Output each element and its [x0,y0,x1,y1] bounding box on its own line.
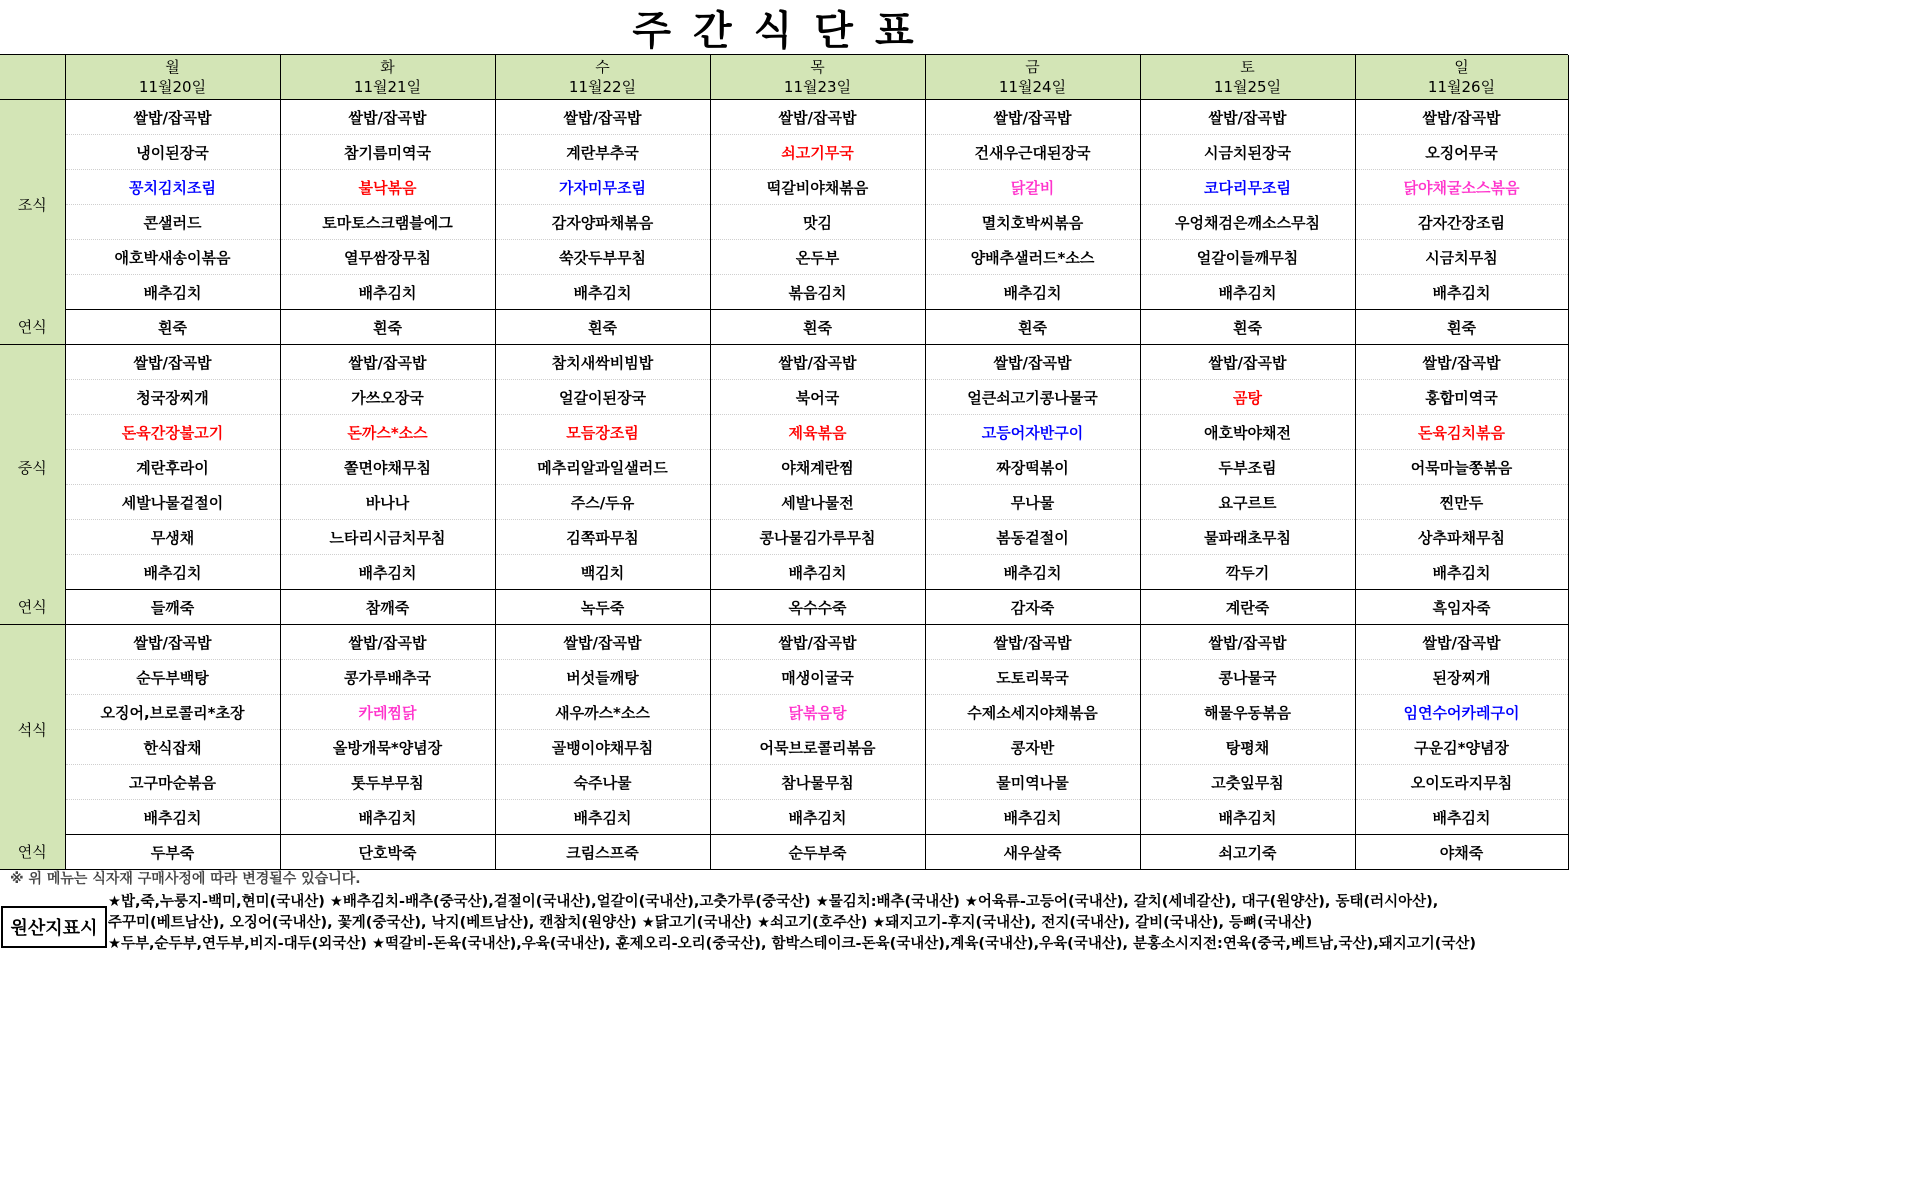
menu-row [0,695,1568,730]
menu-item: 새우살죽 [925,835,1140,870]
menu-item: 떡갈비야채볶음 [710,170,925,205]
menu-item: 감자죽 [925,590,1140,625]
menu-item: 양배추샐러드*소스 [925,240,1140,275]
meal-label: 조식 [0,100,65,310]
menu-item: 순두부백탕 [65,660,280,695]
day-header: 수 11월22일 [495,55,710,100]
origin-line: ★밥,죽,누룽지-백미,현미(국내산) ★배추김치-배추(중국산),겉절이(국내산),얼갈이(국내산),고춧가루(중국산) ★물김치:배추(국내산) ★어육류-고등어(국내산), 갈치(세네갈산), 대구(원양산), 동태(러시아산), [108,894,1439,910]
menu-item: 콩자반 [925,730,1140,765]
menu-item: 쑥갓두부무침 [495,240,710,275]
menu-item: 배추김치 [1355,800,1568,835]
menu-item: 배추김치 [65,275,280,310]
menu-item: 제육볶음 [710,415,925,450]
menu-item: 열무쌈장무침 [280,240,495,275]
menu-item: 얼갈이된장국 [495,380,710,415]
menu-item: 콩가루배추국 [280,660,495,695]
menu-item: 쌀밥/잡곡밥 [710,625,925,660]
menu-item: 닭갈비 [925,170,1140,205]
menu-row [0,800,1568,835]
menu-item: 배추김치 [1355,275,1568,310]
menu-item: 백김치 [495,555,710,590]
day-header: 토 11월25일 [1140,55,1355,100]
menu-item: 느타리시금치무침 [280,520,495,555]
page-title: 주간식단표 [0,0,1568,55]
menu-item: 쌀밥/잡곡밥 [495,100,710,135]
menu-item: 배추김치 [925,800,1140,835]
menu-item: 쌀밥/잡곡밥 [1140,100,1355,135]
meal-label: 연식 [0,590,65,625]
menu-item: 홍합미역국 [1355,380,1568,415]
menu-item: 버섯들깨탕 [495,660,710,695]
menu-item: 올방개묵*양념장 [280,730,495,765]
menu-item: 쌀밥/잡곡밥 [925,345,1140,380]
menu-item: 구운김*양념장 [1355,730,1568,765]
meal-label: 연식 [0,835,65,870]
menu-item: 얼갈이들깨무침 [1140,240,1355,275]
menu-row [0,240,1568,275]
menu-item: 멸치호박씨볶음 [925,205,1140,240]
menu-item: 쌀밥/잡곡밥 [1355,100,1568,135]
menu-item: 배추김치 [495,800,710,835]
menu-item: 매생이굴국 [710,660,925,695]
menu-item: 배추김치 [1355,555,1568,590]
menu-item: 두부죽 [65,835,280,870]
menu-item: 배추김치 [1140,800,1355,835]
menu-item: 깍두기 [1140,555,1355,590]
menu-item: 계란죽 [1140,590,1355,625]
menu-item: 도토리묵국 [925,660,1140,695]
menu-row [0,625,1568,660]
menu-item: 콩나물국 [1140,660,1355,695]
menu-item: 닭볶음탕 [710,695,925,730]
menu-item: 해물우동볶음 [1140,695,1355,730]
menu-item: 짜장떡볶이 [925,450,1140,485]
menu-item: 봄동겉절이 [925,520,1140,555]
menu-item: 계란후라이 [65,450,280,485]
menu-item: 카레찜닭 [280,695,495,730]
menu-item: 옥수수죽 [710,590,925,625]
menu-item: 흰죽 [280,310,495,345]
menu-item: 쌀밥/잡곡밥 [710,100,925,135]
menu-item: 배추김치 [280,275,495,310]
menu-item: 배추김치 [280,555,495,590]
meal-label: 중식 [0,345,65,590]
menu-item: 건새우근대된장국 [925,135,1140,170]
menu-item: 새우까스*소스 [495,695,710,730]
day-header: 일 11월26일 [1355,55,1568,100]
menu-item: 쇠고기죽 [1140,835,1355,870]
change-notice: ※ 위 메뉴는 식자재 구매사정에 따라 변경될수 있습니다. [10,871,361,887]
menu-item: 쌀밥/잡곡밥 [65,100,280,135]
menu-item: 배추김치 [495,275,710,310]
menu-item: 모듬장조림 [495,415,710,450]
menu-item: 참치새싹비빔밥 [495,345,710,380]
menu-item: 꽁치김치조림 [65,170,280,205]
meal-label: 연식 [0,310,65,345]
menu-row [0,765,1568,800]
menu-item: 물파래초무침 [1140,520,1355,555]
menu-item: 배추김치 [710,800,925,835]
day-header: 금 11월24일 [925,55,1140,100]
origin-label: 원산지표시 [1,906,108,948]
menu-item: 쌀밥/잡곡밥 [280,625,495,660]
menu-item: 청국장찌개 [65,380,280,415]
snack-row [0,590,1568,625]
menu-item: 우엉채검은깨소스무침 [1140,205,1355,240]
day-header: 목 11월23일 [710,55,925,100]
menu-item: 참기름미역국 [280,135,495,170]
menu-item: 쌀밥/잡곡밥 [1140,625,1355,660]
menu-item: 시금치무침 [1355,240,1568,275]
menu-item: 요구르트 [1140,485,1355,520]
snack-row [0,835,1568,870]
menu-item: 계란부추국 [495,135,710,170]
day-header: 화 11월21일 [280,55,495,100]
menu-item: 오이도라지무침 [1355,765,1568,800]
menu-item: 어묵브로콜리볶음 [710,730,925,765]
menu-item: 골뱅이야채무침 [495,730,710,765]
menu-item: 감자간장조림 [1355,205,1568,240]
day-header: 월 11월20일 [65,55,280,100]
menu-row [0,485,1568,520]
menu-item: 불낙볶음 [280,170,495,205]
menu-row [0,555,1568,590]
menu-item: 애호박새송이볶음 [65,240,280,275]
menu-row [0,660,1568,695]
menu-item: 쌀밥/잡곡밥 [925,100,1140,135]
menu-item: 쌀밥/잡곡밥 [65,625,280,660]
menu-row [0,450,1568,485]
menu-item: 흰죽 [1140,310,1355,345]
menu-row [0,135,1568,170]
menu-item: 토마토스크램블에그 [280,205,495,240]
menu-item: 쇠고기무국 [710,135,925,170]
menu-item: 야채죽 [1355,835,1568,870]
menu-item: 북어국 [710,380,925,415]
menu-item: 흰죽 [1355,310,1568,345]
menu-item: 톳두부무침 [280,765,495,800]
menu-item: 쫄면야채무침 [280,450,495,485]
menu-item: 얼큰쇠고기콩나물국 [925,380,1140,415]
menu-item: 어묵마늘쫑볶음 [1355,450,1568,485]
menu-item: 한식잡채 [65,730,280,765]
meal-label: 석식 [0,625,65,835]
menu-item: 배추김치 [925,555,1140,590]
menu-item: 쌀밥/잡곡밥 [1355,345,1568,380]
menu-item: 시금치된장국 [1140,135,1355,170]
menu-item: 찐만두 [1355,485,1568,520]
menu-item: 순두부죽 [710,835,925,870]
menu-item: 곰탕 [1140,380,1355,415]
menu-item: 배추김치 [925,275,1140,310]
menu-item: 수제소세지야채볶음 [925,695,1140,730]
menu-item: 닭야채굴소스볶음 [1355,170,1568,205]
menu-item: 돈육김치볶음 [1355,415,1568,450]
menu-item: 무생채 [65,520,280,555]
menu-item: 쌀밥/잡곡밥 [1140,345,1355,380]
menu-item: 쌀밥/잡곡밥 [710,345,925,380]
menu-item: 쌀밥/잡곡밥 [1355,625,1568,660]
menu-row [0,275,1568,310]
menu-item: 쌀밥/잡곡밥 [65,345,280,380]
origin-label-box [0,888,108,966]
origin-line: 주꾸미(베트남산), 오징어(국내산), 꽃게(중국산), 낙지(베트남산), 캔참치(원양산) ★닭고기(국내산) ★쇠고기(호주산) ★돼지고기-후지(국내산), 전지(국내산), 갈비(국내산), 등뼈(국내산) [108,915,1313,931]
snack-row [0,310,1568,345]
menu-item: 감자양파채볶음 [495,205,710,240]
menu-item: 볶음김치 [710,275,925,310]
menu-item: 고등어자반구이 [925,415,1140,450]
menu-item: 배추김치 [65,555,280,590]
menu-item: 온두부 [710,240,925,275]
menu-item: 두부조림 [1140,450,1355,485]
corner-cell [0,55,65,100]
origin-text [108,888,1568,966]
menu-item: 쌀밥/잡곡밥 [280,345,495,380]
menu-item: 배추김치 [710,555,925,590]
menu-item: 고구마순볶음 [65,765,280,800]
menu-row [0,100,1568,135]
menu-item: 야채계란찜 [710,450,925,485]
menu-row [0,415,1568,450]
menu-row [0,380,1568,415]
menu-body [0,100,1568,870]
menu-item: 쌀밥/잡곡밥 [495,625,710,660]
menu-item: 바나나 [280,485,495,520]
menu-item: 돈육간장불고기 [65,415,280,450]
menu-item: 코다리무조림 [1140,170,1355,205]
menu-item: 메추리알과일샐러드 [495,450,710,485]
menu-item: 오징어무국 [1355,135,1568,170]
menu-item: 가쓰오장국 [280,380,495,415]
menu-item: 오징어,브로콜리*초장 [65,695,280,730]
menu-row [0,205,1568,240]
origin-line: ★두부,순두부,연두부,비지-대두(외국산) ★떡갈비-돈육(국내산),우육(국내산), 훈제오리-오리(중국산), 함박스테이크-돈육(국내산),계육(국내산),우육(국내산), 분홍소시지전:연육(중국,베트남,국산),돼지고기(국산) [108,936,1476,952]
menu-item: 콘샐러드 [65,205,280,240]
menu-item: 임연수어카레구이 [1355,695,1568,730]
menu-row [0,730,1568,765]
menu-item: 김쪽파무침 [495,520,710,555]
menu-item: 흰죽 [925,310,1140,345]
menu-item: 가자미무조림 [495,170,710,205]
menu-item: 애호박야채전 [1140,415,1355,450]
menu-item: 세발나물겉절이 [65,485,280,520]
weekly-menu-table [0,55,1569,870]
menu-item: 상추파채무침 [1355,520,1568,555]
menu-item: 무나물 [925,485,1140,520]
menu-item: 배추김치 [280,800,495,835]
menu-item: 맛김 [710,205,925,240]
menu-item: 탕평채 [1140,730,1355,765]
menu-item: 참깨죽 [280,590,495,625]
menu-item: 콩나물김가루무침 [710,520,925,555]
menu-item: 냉이된장국 [65,135,280,170]
menu-item: 흰죽 [65,310,280,345]
day-header-row [0,55,1568,100]
menu-item: 세발나물전 [710,485,925,520]
menu-item: 된장찌개 [1355,660,1568,695]
menu-item: 쌀밥/잡곡밥 [280,100,495,135]
menu-item: 배추김치 [1140,275,1355,310]
menu-item: 고춧잎무침 [1140,765,1355,800]
menu-row [0,170,1568,205]
menu-item: 숙주나물 [495,765,710,800]
menu-item: 물미역나물 [925,765,1140,800]
menu-item: 녹두죽 [495,590,710,625]
origin-section [0,888,1568,966]
menu-row [0,345,1568,380]
menu-item: 들깨죽 [65,590,280,625]
menu-item: 흰죽 [710,310,925,345]
menu-item: 주스/두유 [495,485,710,520]
menu-item: 배추김치 [65,800,280,835]
menu-item: 돈까스*소스 [280,415,495,450]
menu-item: 흑임자죽 [1355,590,1568,625]
menu-item: 참나물무침 [710,765,925,800]
menu-item: 흰죽 [495,310,710,345]
menu-row [0,520,1568,555]
menu-item: 쌀밥/잡곡밥 [925,625,1140,660]
menu-item: 단호박죽 [280,835,495,870]
menu-item: 크림스프죽 [495,835,710,870]
